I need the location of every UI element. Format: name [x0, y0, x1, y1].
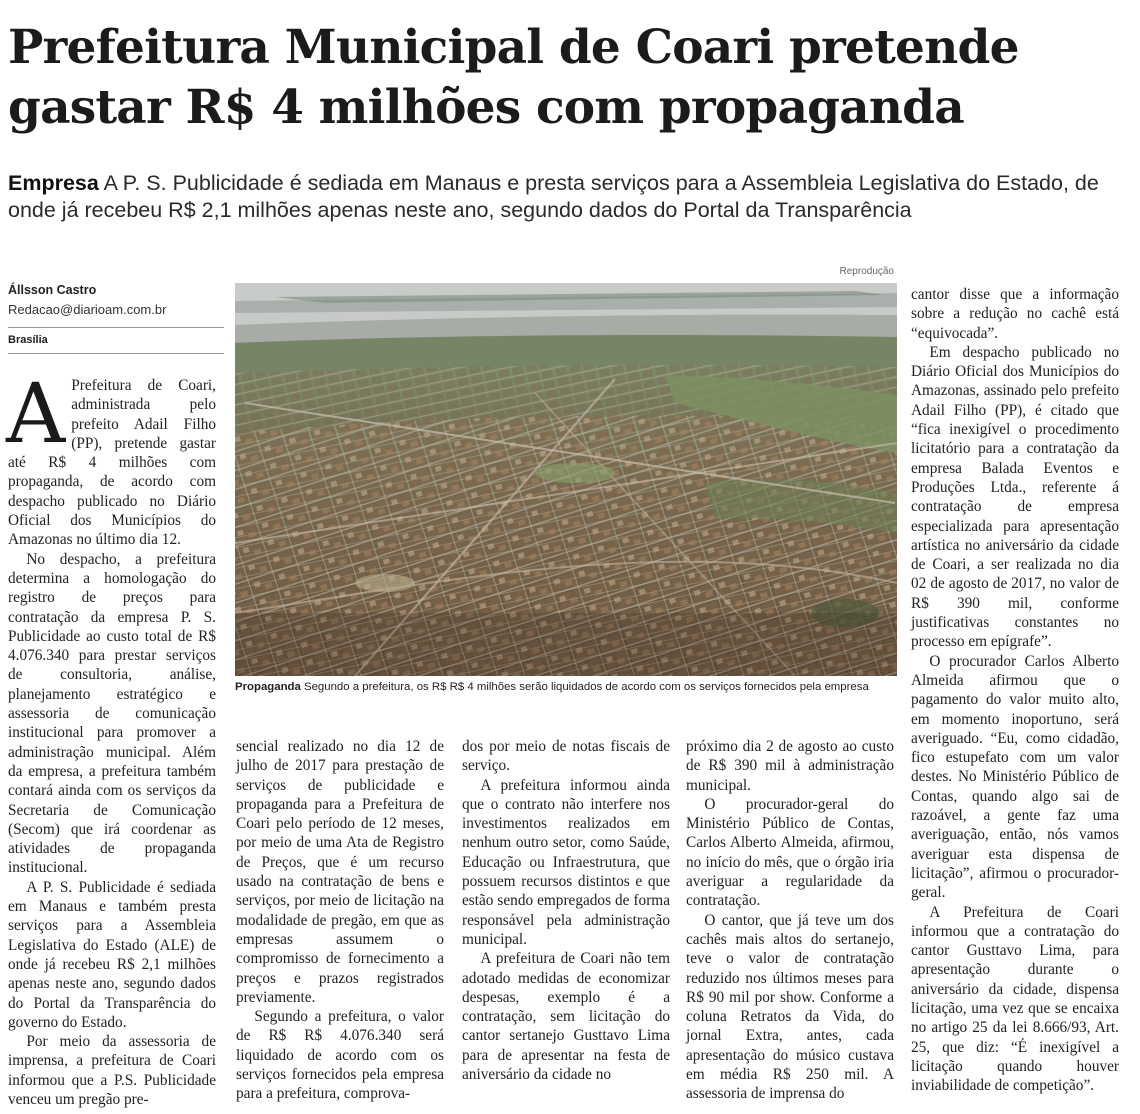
- paragraph: O cantor, que já teve um dos cachês mais altos do sertanejo, teve o valor de contratação reduzido nos últimos meses para R$ 90 mil por show. Conforme a coluna Retratos da Vida, do jornal Extra, antes, cada apresentação do músico custava em média R$ 250 mil. A assessoria de imprensa do: [686, 911, 894, 1103]
- paragraph: A prefeitura informou ainda que o contrato não interfere nos investimentos realizados em nenhum outro setor, como Saúde, Educação ou Infraestrutura, que possuem recursos distintos e que estão sendo empregados de forma responsável pela administração municipal.: [462, 776, 670, 948]
- drop-cap: A: [6, 367, 66, 462]
- dateline-location: Brasília: [8, 334, 48, 346]
- article-column-5: [911, 285, 1119, 1095]
- paragraph: O procurador-geral do Ministério Público de Contas, Carlos Alberto Almeida, afirmou, no início do mês, que o órgão iria averiguar a regularidade da contratação.: [686, 795, 894, 910]
- paragraph: A P. S. Publicidade é sediada em Manaus e também presta serviços para a Assembleia Legislativa do Estado (ALE) de onde já recebeu R$ 2,1 milhões apenas neste ano, segundo dados do Portal da Transparência do governo do Estado.: [8, 878, 216, 1031]
- byline-divider: [8, 327, 224, 328]
- paragraph: próximo dia 2 de agosto ao custo de R$ 390 mil à administração municipal.: [686, 738, 894, 794]
- paragraph: cantor disse que a informação sobre a redução no cachê está “equivocada”.: [911, 286, 1119, 342]
- subhead-text: A P. S. Publicidade é sediada em Manaus e presta serviços para a Assembleia Legislativa do Estado, de onde já recebeu R$ 2,1 milhões apenas neste ano, segundo dados do Portal da Transparência: [8, 171, 1099, 222]
- author-name: Állsson Castro: [8, 283, 97, 297]
- caption-label: Propaganda: [235, 681, 301, 693]
- article-column-2: [236, 737, 444, 1104]
- paragraph: Segundo a prefeitura, o valor de R$ R$ 4.076.340 será liquidado de acordo com os serviços fornecidos pela empresa para a prefeitura, comprova-: [236, 1008, 444, 1103]
- paragraph: Em despacho publicado no Diário Oficial dos Municípios do Amazonas, assinado pelo prefeito Adail Filho (PP), é citado que “fica inexigível o procedimento licitatório para a contratação da empresa Balada Eventos e Produções Ltda., referente á contratação de empresa especializada para apresentação artística no aniversário da cidade de Coari, a ser realizada no dia 02 de agosto de 2017, no valor de R$ 390 mil, conforme justificativas constantes no processo em epígrafe”.: [911, 343, 1119, 651]
- byline-divider-2: [8, 353, 224, 354]
- paragraph: sencial realizado no dia 12 de julho de 2017 para prestação de serviços de publicidade e propaganda para a Prefeitura de Coari pelo período de 12 meses, por meio de uma Ata de Registro de Preços, que é um recurso usado na contratação de bens e serviços, por meio de licitação na modalidade de pregão, em que as empresas assumem o compromisso de fornecimento a preços e prazos registrados previamente.: [236, 738, 444, 1006]
- paragraph: dos por meio de notas fiscais de serviço.: [462, 738, 670, 775]
- byline: [8, 283, 208, 354]
- aerial-city-photo: [235, 283, 897, 676]
- author-email[interactable]: Redacao@diarioam.com.br: [8, 302, 167, 317]
- photo-credit: Reprodução: [839, 266, 894, 277]
- article-column-4: [686, 737, 894, 1104]
- headline: Prefeitura Municipal de Coari pretende gastar R$ 4 milhões com propaganda: [8, 20, 1019, 135]
- subheadline: [8, 170, 1118, 224]
- paragraph: Por meio da assessoria de imprensa, a prefeitura de Coari informou que a P.S. Publicidade venceu um pregão pre-: [8, 1033, 216, 1108]
- paragraph: A Prefeitura de Coari informou que a contratação do cantor Gusttavo Lima, para apresentação durante o aniversário da cidade, dispensa licitação, uma vez que se encaixa no artigo 25 da lei 8.666/93, Art. 25, que diz: “É inexigível a licitação quando houver inviabilidade de competição”.: [911, 903, 1119, 1095]
- paragraph: Prefeitura de Coari, administrada pelo prefeito Adail Filho (PP), pretende gastar até R$ 4 milhões com propaganda, de acordo com despacho publicado no Diário Oficial dos Municípios do Amazonas no último dia 12.: [8, 377, 216, 549]
- caption-text: Segundo a prefeitura, os R$ R$ 4 milhões serão liquidados de acordo com os serviços fornecidos pela empresa: [304, 681, 869, 693]
- paragraph: No despacho, a prefeitura determina a homologação do registro de preços para contratação da empresa P. S. Publicidade ao custo total de R$ 4.076.340 para prestar serviços de consultoria, análise, planejamento estratégico e assessoria de comunicação institucional para promover a administração municipal. Além da empresa, a prefeitura também contará ainda com os serviços da Secretaria de Comunicação (Secom) que irá coordenar as atividades de propaganda institucional.: [8, 550, 216, 877]
- subhead-label: Empresa: [8, 171, 99, 195]
- article-column-1: [6, 367, 216, 1109]
- photo-caption: [235, 681, 905, 693]
- article-column-3: [462, 737, 670, 1084]
- paragraph: A prefeitura de Coari não tem adotado medidas de economizar despesas, exemplo é a contratação, sem licitação do cantor sertanejo Gusttavo Lima para de apresentar na festa de aniversário da cidade no: [462, 950, 670, 1084]
- paragraph: O procurador Carlos Alberto Almeida afirmou que o pagamento do valor muito alto, em momento inoportuno, será averiguado. “Eu, como cidadão, fico estupefato com um valor destes. No Ministério Público de Contas, quando algo sai de razoável, a gente faz uma averiguação, então, nós vamos averiguar esta dispensa de licitação”, afirmou o procurador-geral.: [911, 652, 1119, 902]
